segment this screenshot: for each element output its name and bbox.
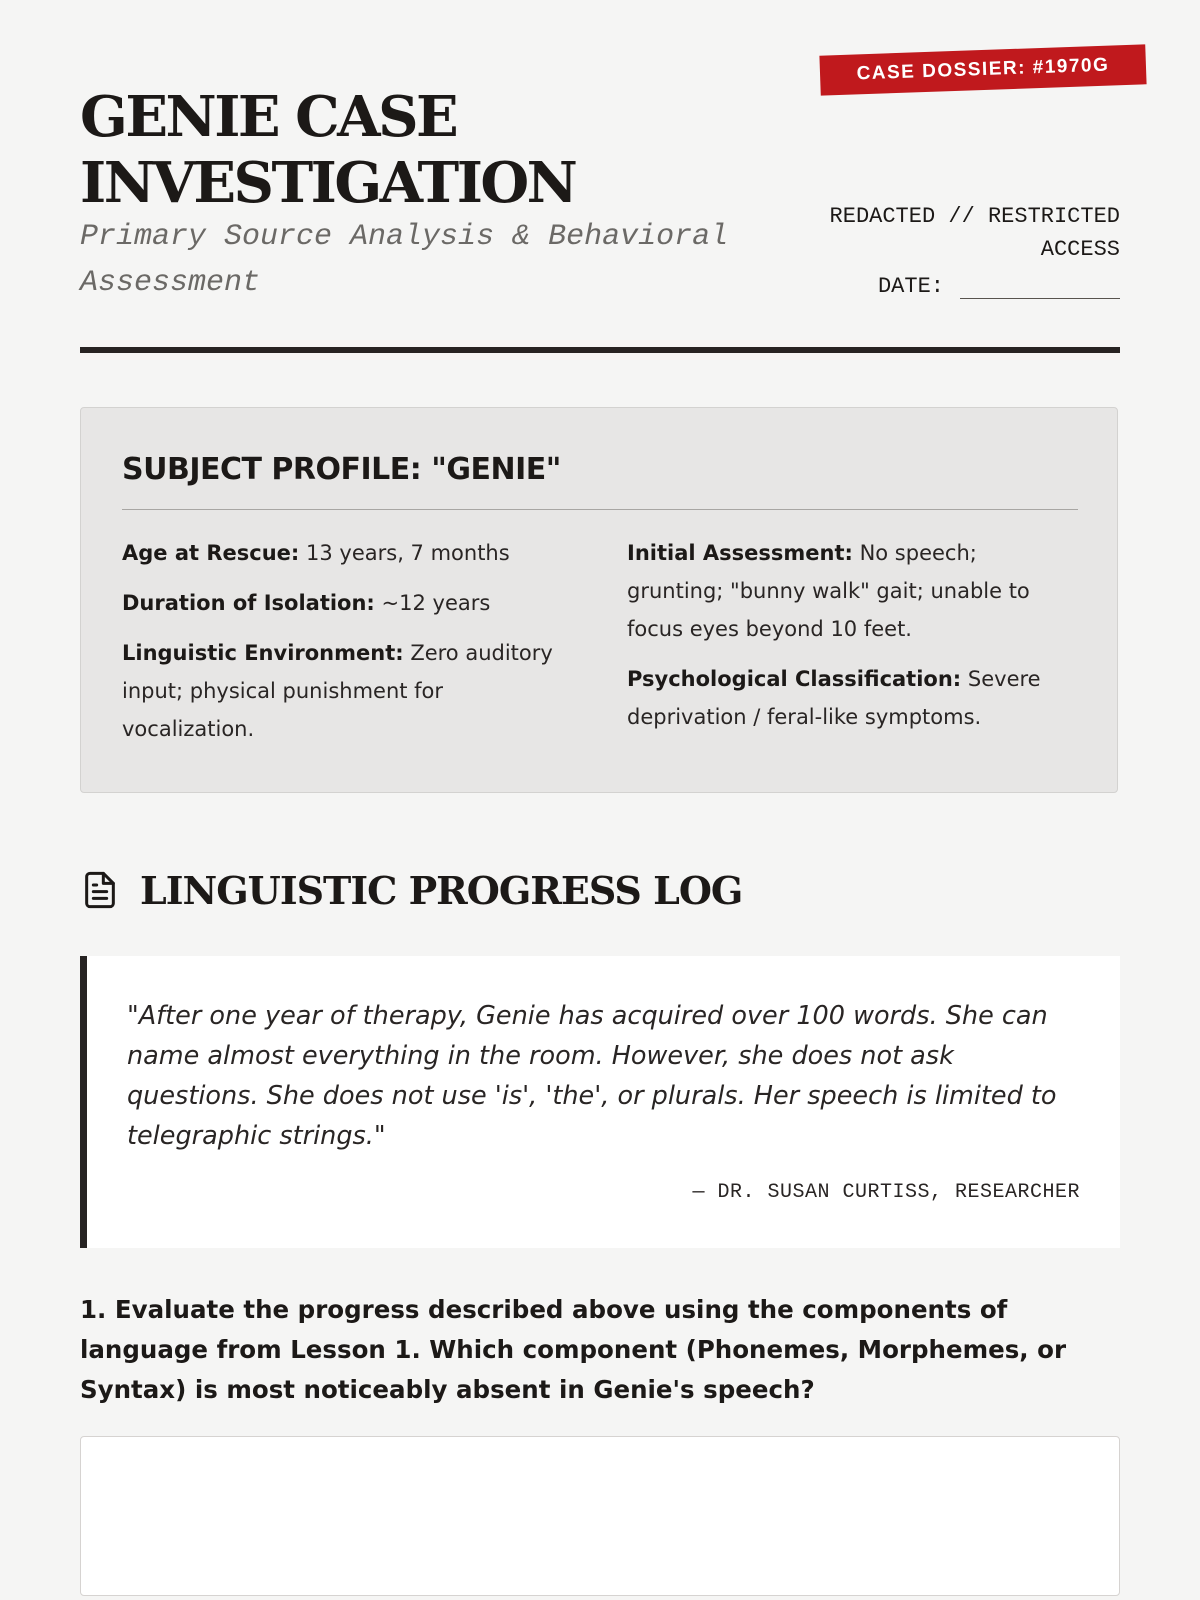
question-1-prompt: 1. Evaluate the progress described above using the components of language from Lesson 1. Which component (Phonemes, Morphemes, or Syntax) is most noticeably absent in Genie's speech?	[80, 1295, 1067, 1404]
field-value: Zero auditory input; physical punishment for vocalization.	[122, 641, 553, 741]
profile-divider	[122, 509, 1078, 510]
profile-heading: SUBJECT PROFILE: "GENIE"	[122, 452, 561, 487]
profile-field-environment	[122, 634, 577, 748]
quote-attribution: — DR. SUSAN CURTISS, RESEARCHER	[692, 1181, 1080, 1204]
header-divider	[80, 347, 1120, 353]
subject-profile-card	[80, 407, 1118, 793]
field-label: Age at Rescue:	[122, 541, 300, 565]
field-label: Psychological Classification:	[627, 667, 962, 691]
field-value: Severe deprivation / feral-like symptoms.	[627, 667, 1041, 729]
question-1-answer-field[interactable]	[80, 1436, 1120, 1596]
profile-right-column	[627, 534, 1077, 748]
field-value: No speech; grunting; "bunny walk" gait; unable to focus eyes beyond 10 feet.	[627, 541, 1030, 641]
case-dossier-stamp: CASE DOSSIER: #1970G	[819, 44, 1146, 95]
field-label: Initial Assessment:	[627, 541, 853, 565]
field-value: 13 years, 7 months	[306, 541, 510, 565]
date-input-line[interactable]	[960, 278, 1120, 299]
field-value: ~12 years	[381, 591, 491, 615]
progress-log-heading	[80, 862, 742, 918]
field-label: Linguistic Environment:	[122, 641, 404, 665]
progress-log-title: LINGUISTIC PROGRESS LOG	[140, 867, 743, 913]
page-subtitle: Primary Source Analysis & Behavioral Assessment	[80, 220, 729, 300]
profile-field-isolation	[122, 584, 577, 622]
date-field-row	[878, 274, 1120, 299]
restricted-access-label: REDACTED // RESTRICTED ACCESS	[829, 204, 1120, 262]
field-label: Duration of Isolation:	[122, 591, 375, 615]
page-title: GENIE CASE INVESTIGATION	[80, 84, 576, 216]
date-label: DATE:	[877, 274, 944, 299]
profile-field-age	[122, 534, 577, 572]
researcher-quote	[80, 956, 1120, 1248]
profile-field-classification	[627, 660, 1077, 736]
profile-left-column	[122, 534, 577, 760]
document-icon	[80, 870, 120, 910]
quote-text: "After one year of therapy, Genie has acquired over 100 words. She can name almost everything in the room. However, she does not ask questions. She does not use 'is', 'the', or plurals. Her speech is limited to telegraphic strings."	[127, 1001, 1057, 1151]
profile-field-initial-assessment	[627, 534, 1077, 648]
